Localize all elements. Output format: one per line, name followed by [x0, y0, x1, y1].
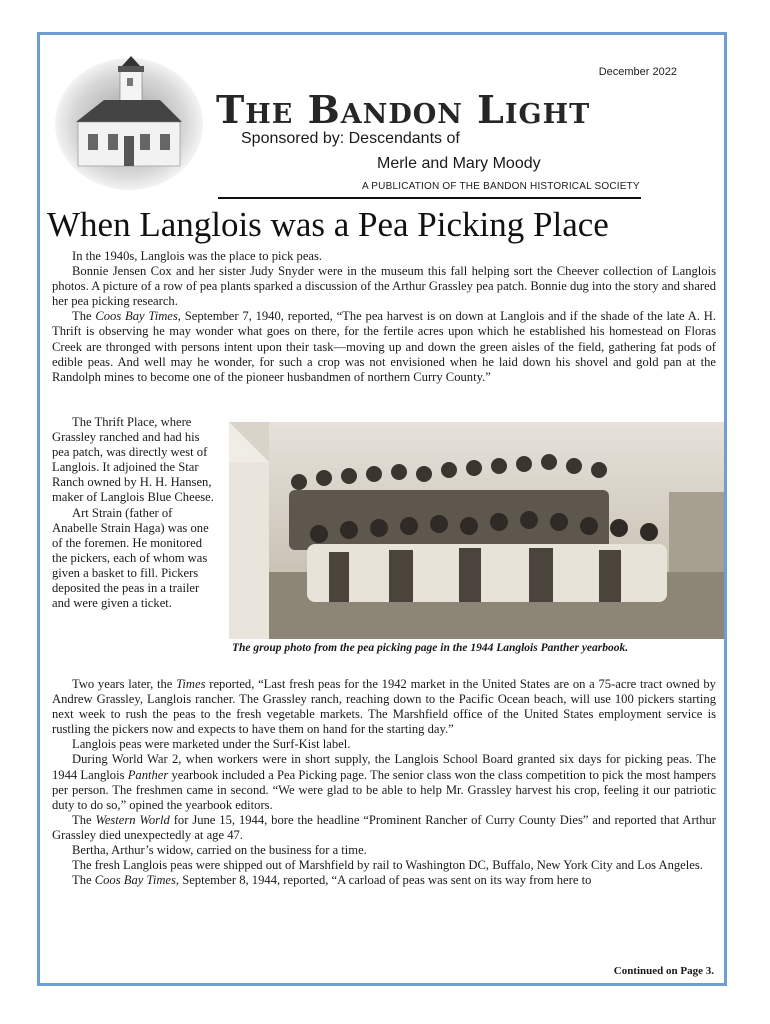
paragraph: Bertha, Arthur’s widow, carried on the business for a time.	[72, 843, 367, 858]
publication-title: Times	[176, 677, 206, 691]
issue-date: December 2022	[598, 66, 677, 78]
text-run: Two years later, the	[72, 677, 177, 691]
paragraph: Bonnie Jensen Cox and her sister Judy Snyder were in the museum this fall helping sort the Cheever collection of Langlois photos. A picture of a row of pea plants sparked a discussion of the Arthur Grassley pea patch. Bonnie dug into the story and shared her pea picking research.	[52, 264, 716, 309]
group-photo	[229, 422, 724, 639]
text-run: , September 7, 1940, reported, “The pea harvest is on down at Langlois and if the shade of the late A. H. Thrift is observing he may wonder what goes on there, for the fertile acres upon which he established his homestead on Floras Creek are thronged with persons intent upon their task—moving up and down the green aisles of the field, gathering fat pods of edible peas. And well may he wonder, for such a crop was not envisioned when he laid down his shovel and gold pan at the Randolph mines to become one of the pioneer husbandmen of northern Curry County.”	[52, 309, 716, 384]
publication-line: A PUBLICATION OF THE BANDON HISTORICAL SOCIETY	[362, 181, 640, 192]
publication-title: Coos Bay Times	[94, 873, 176, 888]
newsletter-masthead: The Bandon Light	[216, 87, 591, 132]
paragraph: The fresh Langlois peas were shipped out of Marshfield by rail to Washington DC, Buffalo, New York City and Los Angeles.	[72, 858, 703, 873]
publication-title: Panther	[127, 767, 169, 782]
text-run: During World War 2, when workers were in short supply, the Langlois School Board granted six days for picking peas. The 1944 Langlois	[52, 752, 716, 782]
text-run: The	[72, 309, 96, 324]
article-side-column	[52, 415, 220, 611]
text-run: , September 8, 1944, reported, “A carload of peas was sent on its way from here to	[175, 873, 592, 888]
paragraph: Art Strain (father of Anabelle Strain Haga) was one of the foremen. He monitored the pickers, each of whom was given a basket to fill. Pickers deposited the peas in a trailer and were given a ticket.	[52, 505, 209, 611]
text-run: The	[72, 812, 96, 827]
paragraph: In the 1940s, Langlois was the place to pick peas.	[72, 249, 323, 263]
paragraph	[52, 677, 716, 737]
sponsor-line-1: Sponsored by: Descendants of	[241, 130, 460, 147]
masthead-rule	[218, 197, 641, 199]
publication-title: Western World	[95, 812, 170, 827]
paragraph	[52, 873, 716, 888]
sponsor-line-2: Merle and Mary Moody	[377, 155, 541, 172]
article-body-top	[52, 249, 716, 385]
paragraph	[52, 309, 716, 384]
text-run: for June 15, 1944, bore the headline “Prominent Rancher of Curry County Dies” and reported that Arthur Grassley died unexpectedly at age 47.	[52, 812, 716, 842]
text-run: reported, “Last fresh peas for the 1942 market in the United States are on a 75-acre tract owned by Andrew Grassley, Langlois rancher. The Grassley ranch, reaching down to the Pacific Ocean beach, will use 100 pickers starting next week to rush the peas to the fresh vegetable markets. The Marshfield office of the United States employment service is rustling the pickers now and expects to have them on hand for the starting day.”	[52, 677, 716, 737]
article-headline: When Langlois was a Pea Picking Place	[47, 205, 609, 244]
publication-title: Coos Bay Times	[95, 309, 178, 324]
article-body-bottom	[52, 677, 716, 888]
paragraph: The Thrift Place, where Grassley ranched and had his pea patch, was directly west of Langlois. It adjoined the Star Ranch owned by H. H. Hansen, maker of Langlois Blue Cheese.	[52, 415, 214, 505]
paragraph: Langlois peas were marketed under the Surf-Kist label.	[72, 737, 351, 752]
paragraph	[52, 813, 716, 843]
text-run: yearbook included a Pea Picking page. The senior class won the class competition to pick the most hampers per person. The freshmen came in second. “We were glad to be able to help Mr. Grassley harvest his crop, feeling it our patriotic duty to do so,” opined the yearbook editors.	[52, 767, 716, 812]
photo-caption: The group photo from the pea picking page in the 1944 Langlois Panther yearbook.	[232, 642, 629, 654]
paragraph	[52, 752, 716, 812]
text-run: The	[72, 873, 95, 888]
lighthouse-logo	[54, 52, 204, 192]
continued-note: Continued on Page 3.	[613, 965, 714, 977]
